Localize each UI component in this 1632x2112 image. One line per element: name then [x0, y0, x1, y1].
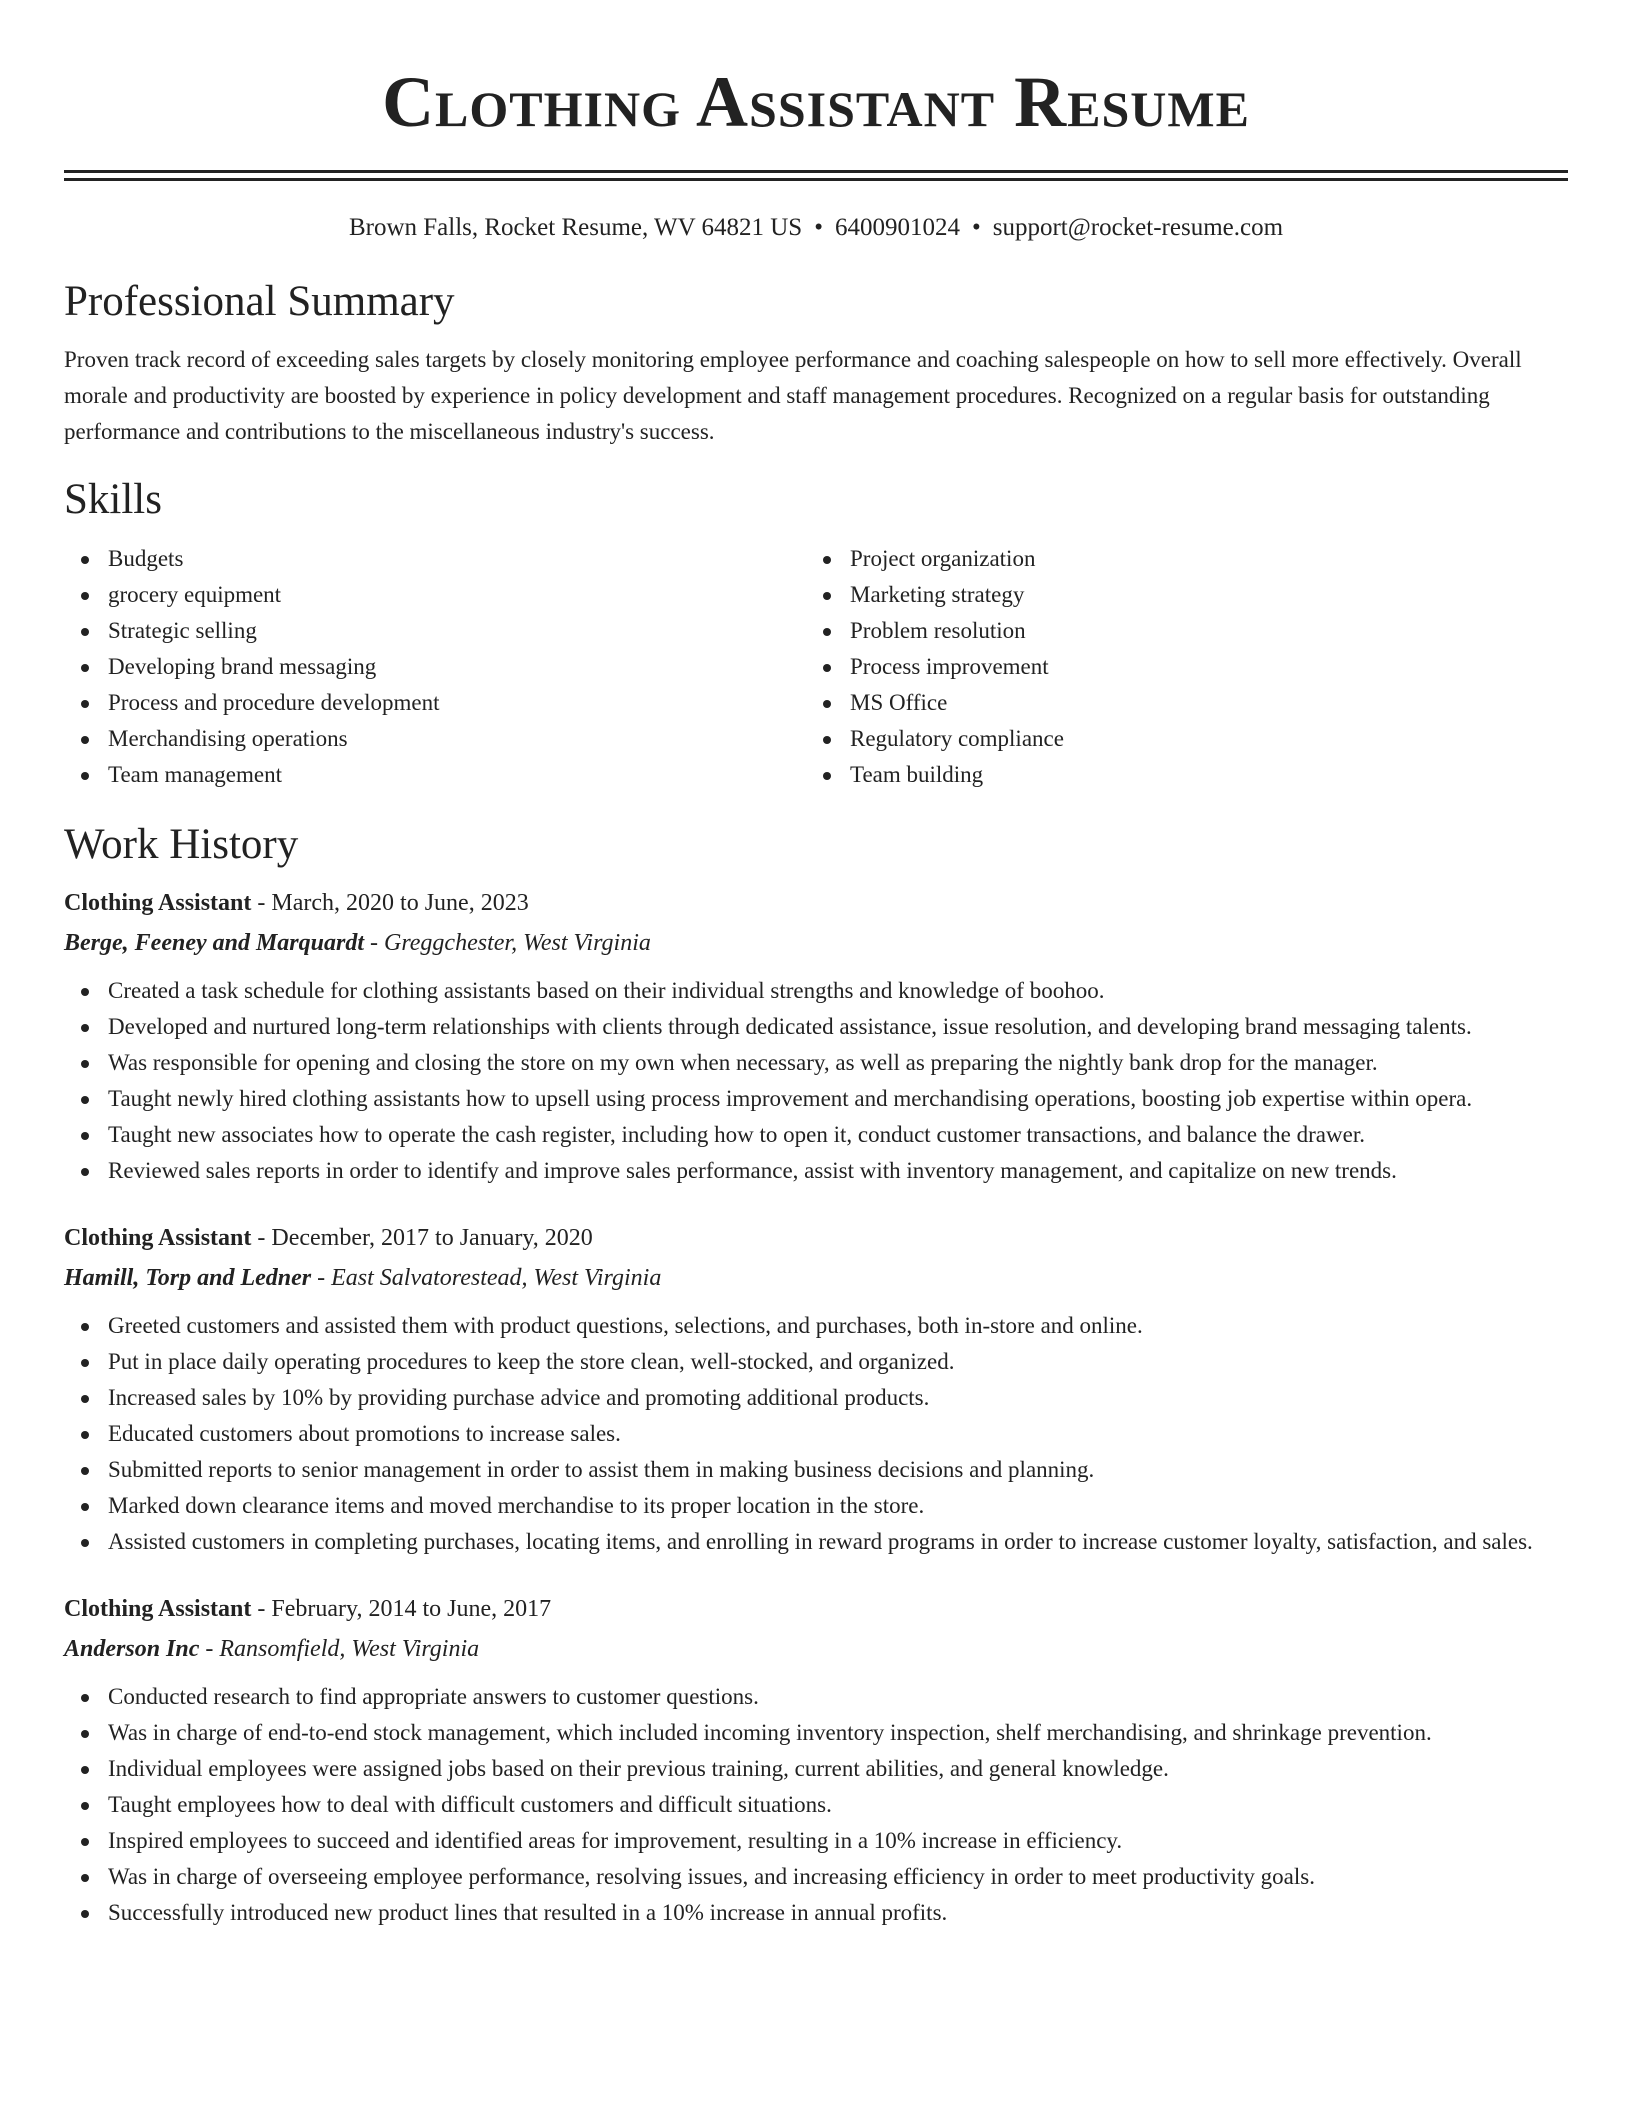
list-item: Developed and nurtured long-term relationships with clients through dedicated assistance, issue resolution, and developing brand messaging talents.: [64, 1009, 1568, 1045]
skill-item: Process improvement: [806, 649, 1506, 685]
resume-title: Clothing Assistant Resume: [382, 62, 1250, 142]
job-title: Clothing Assistant: [64, 890, 252, 916]
list-item: Was in charge of end-to-end stock management, which included incoming inventory inspection, shelf merchandising, and shrinkage prevention.: [64, 1715, 1568, 1751]
list-item: Educated customers about promotions to increase sales.: [64, 1416, 1568, 1452]
contact-email: support@rocket-resume.com: [992, 214, 1284, 241]
list-item: Submitted reports to senior management in order to assist them in making business decisions and planning.: [64, 1452, 1568, 1488]
list-item: Reviewed sales reports in order to identify and improve sales performance, assist with inventory management, and capitalize on new trends.: [64, 1153, 1568, 1189]
job-bullets: [64, 1308, 1568, 1560]
list-item: Marked down clearance items and moved merchandise to its proper location in the store.: [64, 1488, 1568, 1524]
skill-item: Team management: [64, 757, 806, 793]
list-item: Taught employees how to deal with difficult customers and difficult situations.: [64, 1787, 1568, 1823]
job-entry: [64, 1218, 1568, 1560]
contact-address: Brown Falls, Rocket Resume, WV 64821 US: [348, 214, 803, 241]
list-item: Taught new associates how to operate the cash register, including how to open it, conduct customer transactions, and balance the drawer.: [64, 1117, 1568, 1153]
job-company: Anderson Inc: [64, 1636, 200, 1662]
skill-item: Problem resolution: [806, 613, 1506, 649]
summary-heading: Professional Summary: [64, 278, 455, 325]
skills-list: [64, 541, 1568, 793]
list-item: Increased sales by 10% by providing purchase advice and promoting additional products.: [64, 1380, 1568, 1416]
list-item: Taught newly hired clothing assistants how to upsell using process improvement and merchandising operations, boosting job expertise within opera.: [64, 1081, 1568, 1117]
work-history-heading: Work History: [64, 821, 299, 868]
contact-phone: 6400901024: [834, 214, 960, 241]
job-location: East Salvatorestead, West Virginia: [331, 1265, 662, 1291]
list-item: Successfully introduced new product lines that resulted in a 10% increase in annual profits.: [64, 1895, 1568, 1931]
job-company-line: Berge, Feeney and Marquardt - Greggchester, West Virginia: [64, 930, 651, 956]
list-item: Conducted research to find appropriate answers to customer questions.: [64, 1679, 1568, 1715]
summary-text: Proven track record of exceeding sales targets by closely monitoring employee performance and coaching salespeople on how to sell more effectively. Overall morale and productivity are boosted by experience in policy development and staff management procedures. Recognized on a regular basis for outstanding performance and contributions to the miscellaneous industry's success.: [64, 347, 1522, 444]
skill-item: grocery equipment: [64, 577, 806, 613]
job-title-line: Clothing Assistant - March, 2020 to June, 2023: [64, 890, 529, 916]
job-bullets: [64, 973, 1568, 1189]
contact-separator: •: [971, 214, 981, 241]
skill-item: Merchandising operations: [64, 721, 806, 757]
skill-item: Strategic selling: [64, 613, 806, 649]
skill-item: Project organization: [806, 541, 1506, 577]
list-item: Was responsible for opening and closing the store on my own when necessary, as well as preparing the nightly bank drop for the manager.: [64, 1045, 1568, 1081]
job-company-line: Hamill, Torp and Ledner - East Salvatorestead, West Virginia: [64, 1265, 662, 1291]
job-dates: March, 2020 to June, 2023: [271, 890, 529, 916]
list-item: Greeted customers and assisted them with product questions, selections, and purchases, both in-store and online.: [64, 1308, 1568, 1344]
job-company: Berge, Feeney and Marquardt: [64, 930, 364, 956]
list-item: Inspired employees to succeed and identified areas for improvement, resulting in a 10% increase in efficiency.: [64, 1823, 1568, 1859]
job-location: Greggchester, West Virginia: [384, 930, 651, 956]
list-item: Was in charge of overseeing employee performance, resolving issues, and increasing efficiency in order to meet productivity goals.: [64, 1859, 1568, 1895]
title-double-rule: [64, 170, 1568, 181]
job-entry: [64, 883, 1568, 1189]
job-company-line: Anderson Inc - Ransomfield, West Virginia: [64, 1636, 480, 1662]
job-title-line: Clothing Assistant - February, 2014 to June, 2017: [64, 1596, 552, 1622]
job-location: Ransomfield, West Virginia: [219, 1636, 480, 1662]
skill-item: Marketing strategy: [806, 577, 1506, 613]
list-item: Put in place daily operating procedures to keep the store clean, well-stocked, and organized.: [64, 1344, 1568, 1380]
skill-item: Team building: [806, 757, 1506, 793]
job-bullets: [64, 1679, 1568, 1931]
job-company: Hamill, Torp and Ledner: [64, 1265, 312, 1291]
skill-item: Regulatory compliance: [806, 721, 1506, 757]
list-item: Created a task schedule for clothing assistants based on their individual strengths and knowledge of boohoo.: [64, 973, 1568, 1009]
skill-item: Budgets: [64, 541, 806, 577]
list-item: Individual employees were assigned jobs based on their previous training, current abilities, and general knowledge.: [64, 1751, 1568, 1787]
job-title: Clothing Assistant: [64, 1596, 252, 1622]
skill-item: Process and procedure development: [64, 685, 806, 721]
skill-item: MS Office: [806, 685, 1506, 721]
job-entry: [64, 1589, 1568, 1931]
contact-separator: •: [814, 214, 823, 241]
job-dates: December, 2017 to January, 2020: [271, 1225, 593, 1251]
skills-heading: Skills: [64, 476, 162, 523]
job-title: Clothing Assistant: [64, 1225, 252, 1251]
contact-line: [64, 215, 1568, 240]
skill-item: Developing brand messaging: [64, 649, 806, 685]
job-title-line: Clothing Assistant - December, 2017 to January, 2020: [64, 1225, 593, 1251]
list-item: Assisted customers in completing purchases, locating items, and enrolling in reward programs in order to increase customer loyalty, satisfaction, and sales.: [64, 1524, 1568, 1560]
job-dates: February, 2014 to June, 2017: [271, 1596, 552, 1622]
